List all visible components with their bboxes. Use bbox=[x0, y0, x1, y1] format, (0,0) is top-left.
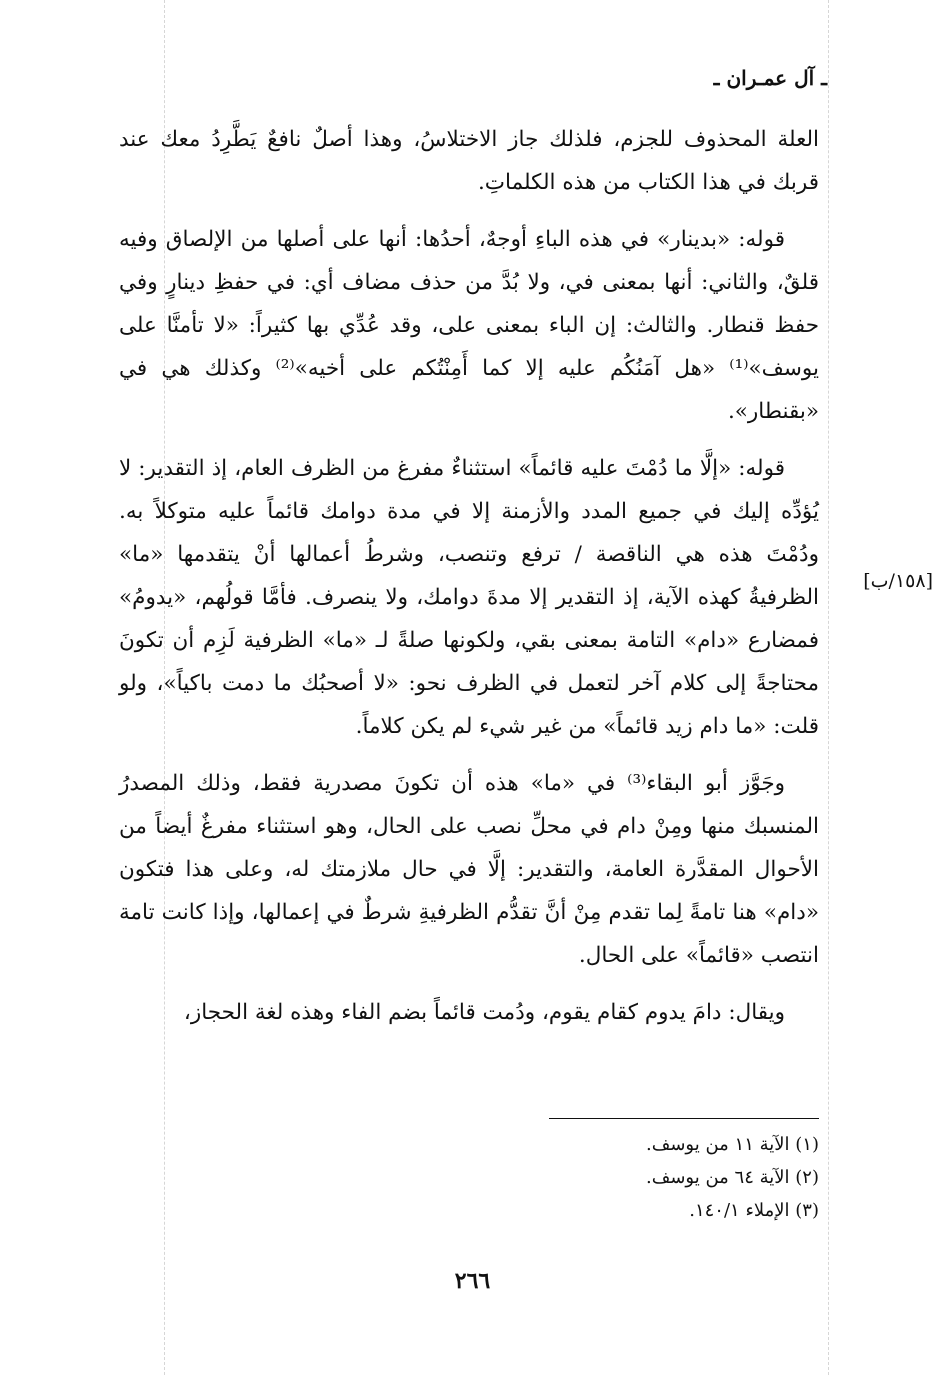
paragraph: قوله: «إلَّا ما دُمْتَ عليه قائماً» استثناءٌ مفرغ من الظرف العام، إذ التقدير: لا يُؤدِّه إليك في جميع المدد والأزمنة إلا في مدة دوامك قائماً عليه متوكلاً به. ودُمْتَ هذه هي الناقصة / ترفع وتنصب، وشرطُ أعمالها أنْ يتقدمها «ما» الظرفيةُ كهذه الآية، إذ التقدير إلا مدةَ دوامك، ولا ينصرف. فأمَّا قولُهم، «يدومُ» فمضارع «دام» التامة بمعنى بقي، ولكونها صلةً لـ «ما» الظرفية لَزِم أن تكونَ محتاجةً إلى كلام آخر لتعمل في الظرف نحو: «لا أصحبُك ما دمت باكياً»، ولو قلت: «ما دام زيد قائماً» من غير شيء لم يكن كلاماً. bbox=[119, 456, 819, 739]
scan-artifact-line bbox=[828, 0, 829, 1375]
paragraph: وجَوَّز أبو البقاء⁽³⁾ في «ما» هذه أن تكونَ مصدرية فقط، وذلك المصدرُ المنسبك منها ومِنْ دام في محلِّ نصب على الحال، وهو استثناء مفرغٌ أيضاً من الأحوال المقدَّرة العامة، والتقدير: إلَّا في حال ملازمتك له، وعلى هذا فتكون «دام» هنا تامةً لِما تقدم مِنْ أنَّ تقدُّم الظرفيةِ شرطٌ في إعمالها، وإذا كانت تامة انتصب «قائماً» على الحال. bbox=[119, 771, 819, 968]
footnote: (٣) الإملاء ١٤٠/١. bbox=[689, 1200, 819, 1221]
main-text bbox=[119, 118, 819, 1048]
page-number: ٢٦٦ bbox=[454, 1268, 491, 1294]
manuscript-folio-note: [١٥٨/ب] bbox=[863, 570, 933, 592]
paragraph: ويقال: دامَ يدوم كقام يقوم، ودُمت قائماً بضم الفاء وهذه لغة الحجاز، bbox=[183, 1000, 785, 1025]
running-header: ـ آل عمـران ـ bbox=[713, 66, 827, 90]
footnote: (٢) الآية ٦٤ من يوسف. bbox=[646, 1167, 819, 1188]
footnote: (١) الآية ١١ من يوسف. bbox=[646, 1134, 819, 1155]
paragraph: قوله: «بدينار» في هذه الباءِ أوجهٌ، أحدُها: أنها على أصلها من الإلصاق وفيه قلقٌ، والثاني: أنها بمعنى في، ولا بُدَّ من حذف مضاف أي: في حفظِ دينارٍ وفي حفظ قنطار. والثالث: إن الباء بمعنى على، وقد عُدِّي بها كثيراً: «لا تأمنَّا على يوسف»⁽¹⁾ «هل آمَنُكُم عليه إلا كما أَمِنْتُكم على أخيه»⁽²⁾ وكذلك هي في «بقنطار». bbox=[119, 227, 819, 424]
paragraph: العلة المحذوف للجزم، فلذلك جاز الاختلاسُ، وهذا أصلٌ نافعٌ يَطَّرِدُ معك عند قربك في هذا الكتاب من هذه الكلماتِ. bbox=[119, 127, 819, 195]
footnote-divider bbox=[549, 1118, 819, 1119]
footnotes bbox=[399, 1128, 819, 1227]
